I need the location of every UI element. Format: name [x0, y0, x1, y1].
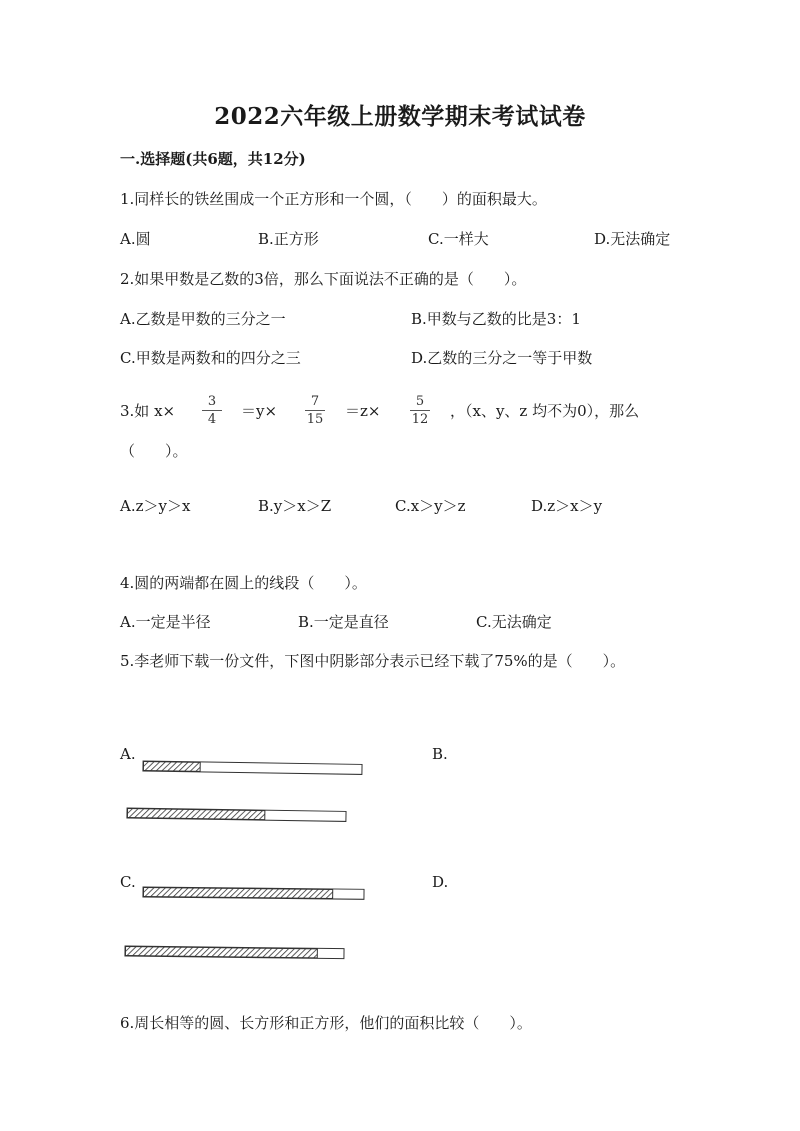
progress-bar-fill [125, 947, 317, 958]
q3-option-d: D.z＞x＞y [531, 497, 603, 515]
fraction-denominator: 12 [411, 412, 429, 427]
q1-option-a: A.圆 [120, 230, 151, 248]
fraction-5-12 [408, 394, 432, 427]
fraction-bar [202, 410, 222, 411]
section-heading: 一.选择题(共6题，共12分) [120, 150, 306, 168]
question-4: 4.圆的两端都在圆上的线段（ ）。 [120, 574, 367, 592]
question-3-prefix: 3.如 x× [120, 402, 176, 420]
q5-option-a: A. [120, 745, 136, 763]
fraction-3-4 [200, 394, 224, 427]
progress-bar-fill [127, 809, 264, 820]
q5-option-b: B. [432, 745, 448, 763]
question-3-mid2: ＝z× [345, 402, 381, 420]
q5-option-d: D. [432, 873, 449, 891]
fraction-denominator: 4 [207, 412, 217, 427]
question-1: 1.同样长的铁丝围成一个正方形和一个圆，（ ）的面积最大。 [120, 190, 547, 208]
question-3-mid1: ＝y× [241, 402, 278, 420]
q4-option-c: C.无法确定 [476, 613, 552, 631]
progress-bar-fill [143, 888, 332, 899]
q3-option-c: C.x＞y＞z [395, 497, 466, 515]
q3-option-a: A.z＞y＞x [120, 497, 191, 515]
progress-bar-c [140, 884, 368, 904]
q2-option-c: C.甲数是两数和的四分之三 [120, 349, 301, 367]
question-2: 2.如果甲数是乙数的3倍，那么下面说法不正确的是（ ）。 [120, 270, 527, 288]
question-3-line2: （ ）。 [120, 442, 188, 460]
q5-option-c: C. [120, 873, 136, 891]
question-3-suffix: ，（x、y、z 均不为0），那么 [450, 402, 640, 420]
progress-bar-fill [143, 762, 200, 772]
fraction-bar [305, 410, 325, 411]
question-5: 5.李老师下载一份文件，下图中阴影部分表示已经下载了75%的是（ ）。 [120, 652, 626, 670]
q1-option-c: C.一样大 [428, 230, 489, 248]
progress-bar-a [140, 758, 366, 778]
q4-option-b: B.一定是直径 [298, 613, 389, 631]
fraction-numerator: 5 [415, 394, 425, 409]
q2-option-a: A.乙数是甲数的三分之一 [120, 310, 286, 328]
fraction-7-15 [303, 394, 327, 427]
q2-option-b: B.甲数与乙数的比是3：1 [411, 310, 581, 328]
q2-option-d: D.乙数的三分之一等于甲数 [411, 349, 593, 367]
fraction-numerator: 3 [207, 394, 217, 409]
progress-bar-b [124, 805, 350, 825]
fraction-numerator: 7 [310, 394, 320, 409]
q3-option-b: B.y＞x＞Z [258, 497, 332, 515]
q1-option-b: B.正方形 [258, 230, 319, 248]
q1-option-d: D.无法确定 [594, 230, 671, 248]
page-title: 2022六年级上册数学期末考试试卷 [214, 103, 586, 130]
fraction-denominator: 15 [306, 412, 324, 427]
question-6: 6.周长相等的圆、长方形和正方形，他们的面积比较（ ）。 [120, 1014, 532, 1032]
progress-bar-d [122, 943, 348, 963]
q4-option-a: A.一定是半径 [120, 613, 211, 631]
fraction-bar [410, 410, 430, 411]
